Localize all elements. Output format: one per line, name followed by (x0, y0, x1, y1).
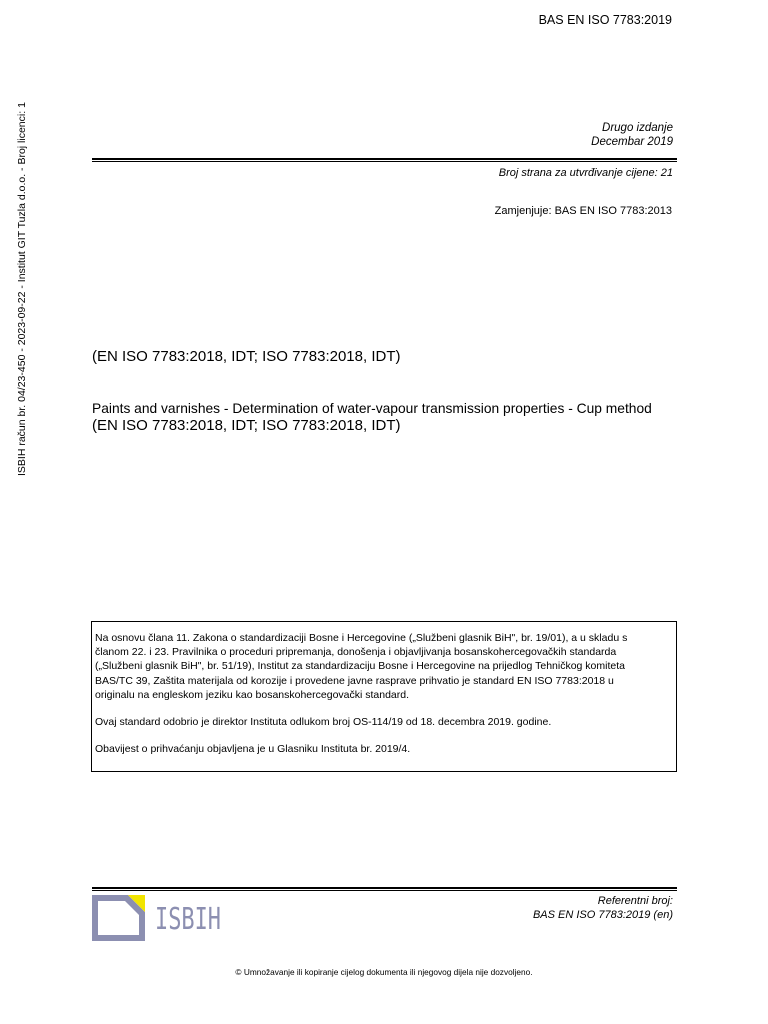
edition-info (591, 121, 673, 149)
logo-wordmark: ISBIH (155, 902, 221, 937)
reference-block (533, 894, 673, 922)
rule-thick-line (92, 887, 677, 889)
title-english-reference: (EN ISO 7783:2018, IDT; ISO 7783:2018, IDT) (92, 417, 401, 434)
notice-line: članom 22. i 23. Pravilnika o proceduri pripremanja, donošenja i objavljivanja bosanskohercegovačkih standarda (95, 646, 617, 659)
notice-line: Na osnovu člana 11. Zakona o standardizaciji Bosne i Hercegovine („Službeni glasnik BiH", br. 19/01), a u skladu s (95, 632, 628, 644)
replaces-note: Zamjenjuje: BAS EN ISO 7783:2013 (494, 205, 672, 217)
notice-line: („Službeni glasnik BiH", br. 51/19), Institut za standardizaciju Bosne i Hercegovine na prijedlog Tehničkog komiteta (95, 660, 625, 673)
notice-paragraph-publication: Obavijest o prihvaćanju objavljena je u Glasniku Instituta br. 2019/4. (95, 743, 411, 755)
reference-label: Referentni broj: (597, 895, 673, 907)
reference-number: BAS EN ISO 7783:2019 (en) (532, 909, 673, 921)
title-english (92, 400, 652, 434)
copyright-footer: © Umnožavanje ili kopiranje cijelog dokumenta ili njegovog dijela nije dozvoljeno. (235, 967, 533, 977)
title-primary: (EN ISO 7783:2018, IDT; ISO 7783:2018, IDT) (92, 348, 401, 365)
notice-box (91, 621, 677, 772)
rule-thick-line (92, 158, 677, 160)
license-watermark-text: ISBIH račun br. 04/23-450 - 2023-09-22 - Institut GIT Tuzla d.o.o. - Broj licenci: 1 (16, 102, 28, 476)
notice-paragraph-approval: Ovaj standard odobrio je direktor Instituta odlukom broj OS-114/19 od 18. decembra 2019. godine. (95, 715, 552, 728)
top-double-rule (92, 158, 677, 163)
notice-line: BAS/TC 39, Zaštita materijala od korozije i provedene javne rasprave prihvatio je standard EN ISO 7783:2018 u (95, 674, 614, 687)
page-count-note: Broj strana za utvrđivanje cijene: 21 (498, 167, 673, 179)
notice-paragraph-adoption (95, 631, 673, 702)
title-english-line: Paints and varnishes - Determination of water-vapour transmission properties - Cup method (92, 401, 652, 416)
rule-thin-line (92, 890, 677, 891)
isbih-logo (90, 893, 225, 943)
edition-label: Drugo izdanje (602, 122, 673, 134)
standard-code-header: BAS EN ISO 7783:2019 (538, 13, 672, 27)
notice-line: originalu na engleskom jeziku kao bosanskohercegovački standard. (95, 688, 410, 701)
bottom-double-rule (92, 887, 677, 892)
edition-date: Decembar 2019 (591, 136, 673, 148)
rule-thin-line (92, 161, 677, 162)
